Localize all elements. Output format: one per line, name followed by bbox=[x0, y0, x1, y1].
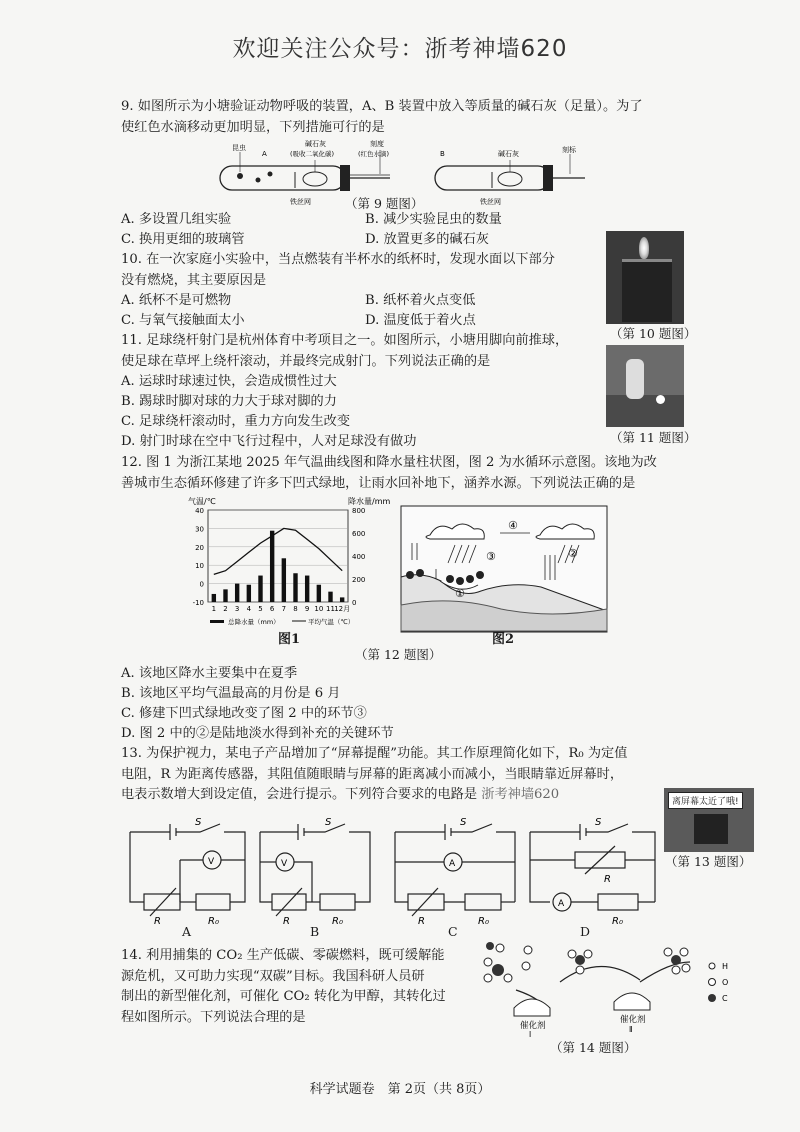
q12-caption: （第 12 题图） bbox=[355, 647, 442, 662]
q12-stem-line1: 12. 图 1 为浙江某地 2025 年气温曲线图和降水量柱状图，图 2 为水循环示意图。该地为改 bbox=[121, 455, 657, 470]
chart-legend-temp: 平均气温（℃） bbox=[308, 618, 355, 626]
water-cycle-mark-2: ② bbox=[568, 547, 578, 560]
chart-xtick-10: 10 bbox=[314, 605, 324, 613]
q10-option-c: C. 与氧气接触面太小 bbox=[121, 313, 245, 328]
catalyst-1-label: 催化剂 bbox=[520, 1021, 546, 1031]
circuit-c-r0-label: R₀ bbox=[478, 916, 489, 927]
q10-paper-cup-photo bbox=[606, 231, 684, 324]
circuit-option-c: C bbox=[448, 924, 458, 939]
q9-label-A: A bbox=[262, 150, 267, 158]
q10-stem-line1: 10. 在一次家庭小实验中，当点燃装有半杯水的纸杯时，发现水面以下部分 bbox=[121, 252, 555, 267]
catalyst-2-numeral: Ⅱ bbox=[629, 1025, 633, 1034]
q14-stem-line2: 源危机，又可助力实现“双碳”目标。我国科研人员研 bbox=[121, 969, 425, 984]
chart-bar-11 bbox=[328, 592, 332, 602]
q12-fig2-label: 图2 bbox=[492, 632, 515, 647]
q9-option-b: B. 减少实验昆虫的数量 bbox=[365, 212, 502, 227]
chart-bar-10 bbox=[317, 585, 321, 602]
chart-xtick-1: 1 bbox=[211, 605, 217, 613]
chart-right-tick-2: 400 bbox=[352, 553, 366, 561]
q10-option-b: B. 纸杯着火点变低 bbox=[365, 293, 476, 308]
q14-stem-line1: 14. 利用捕集的 CO₂ 生产低碳、零碳燃料，既可缓解能 bbox=[121, 948, 445, 963]
q13-bubble: 离屏幕太近了哦! bbox=[668, 792, 743, 809]
q10-option-d: D. 温度低于着火点 bbox=[365, 313, 476, 328]
q12-option-d: D. 图 2 中的②是陆地淡水得到补充的关键环节 bbox=[121, 726, 394, 741]
chart-bar-8 bbox=[293, 573, 297, 602]
q11-option-b: B. 踢球时脚对球的力大于球对脚的力 bbox=[121, 394, 337, 409]
q12-option-a: A. 该地区降水主要集中在夏季 bbox=[121, 666, 298, 681]
q9-label-scale2: 刻标 bbox=[562, 146, 576, 154]
chart-legend-precip: 总降水量（mm） bbox=[228, 618, 280, 626]
q10-stem-line2: 没有燃烧，其主要原因是 bbox=[121, 273, 267, 288]
q9-option-a: A. 多设置几组实验 bbox=[121, 212, 232, 227]
q12-fig1-label: 图1 bbox=[278, 632, 301, 647]
q12-stem-line2: 善城市生态循环修建了许多下凹式绿地，让雨水回补地下，涵养水源。下列说法正确的是 bbox=[121, 476, 636, 491]
q13-watermark: 浙考神墙620 bbox=[481, 787, 560, 802]
chart-bar-5 bbox=[258, 576, 262, 602]
chart-left-tick-4: 0 bbox=[199, 580, 204, 589]
chart-left-tick-5: -10 bbox=[192, 599, 204, 607]
catalyst-2-label: 催化剂 bbox=[620, 1015, 646, 1025]
q13-stem-line1: 13. 为保护视力，某电子产品增加了“屏幕提醒”功能。其工作原理简化如下，R₀ 为定值 bbox=[121, 746, 628, 761]
chart-right-tick-3: 200 bbox=[352, 576, 366, 584]
chart-bar-9 bbox=[305, 576, 309, 602]
chart-ylabel-left: 气温/℃ bbox=[188, 497, 216, 506]
page-header-watermark: 欢迎关注公众号：浙考神墙620 bbox=[232, 36, 568, 62]
q11-stem-line2: 使足球在草坪上绕杆滚动，并最终完成射门。下列说法正确的是 bbox=[121, 354, 491, 369]
circuit-c-ammeter-label: A bbox=[449, 859, 456, 869]
circuit-a-r0-label: R₀ bbox=[208, 916, 219, 927]
catalyst-1-numeral: Ⅰ bbox=[529, 1030, 532, 1038]
chart-right-tick-1: 600 bbox=[352, 530, 366, 538]
circuit-b-voltmeter-label: V bbox=[281, 859, 288, 869]
circuit-option-d: D bbox=[580, 924, 591, 939]
chart-xtick-12: 12月 bbox=[334, 605, 351, 613]
q11-option-a: A. 运球时球速过快，会造成惯性过大 bbox=[121, 374, 337, 389]
circuit-d-r0-label: R₀ bbox=[612, 916, 623, 927]
q9-stem-line1: 9. 如图所示为小塘验证动物呼吸的装置，A、B 装置中放入等质量的碱石灰（足量）。为了 bbox=[121, 99, 643, 114]
circuit-a-r-label: R bbox=[154, 916, 161, 927]
chart-xtick-2: 2 bbox=[223, 605, 228, 613]
circuit-option-b: B bbox=[310, 924, 320, 939]
q9-stem-line2: 使红色水滴移动更加明显，下列措施可行的是 bbox=[121, 120, 385, 135]
chart-left-tick-1: 30 bbox=[195, 525, 204, 534]
q14-reaction-diagram bbox=[480, 938, 740, 1038]
q13-screen-photo bbox=[664, 788, 754, 852]
q9-label-B: B bbox=[440, 150, 445, 158]
circuit-d-ammeter-label: A bbox=[558, 899, 565, 909]
legend-o: O bbox=[722, 978, 729, 987]
circuit-c-switch-label: S bbox=[460, 817, 467, 828]
chart-right-tick-4: 0 bbox=[352, 599, 357, 607]
q9-label-water: (红色水滴) bbox=[358, 150, 390, 158]
q12-option-c: C. 修建下凹式绿地改变了图 2 中的环节③ bbox=[121, 706, 367, 721]
chart-left-tick-3: 10 bbox=[195, 562, 204, 571]
q11-stem-line1: 11. 足球绕杆射门是杭州体育中考项目之一。如图所示，小塘用脚向前推球， bbox=[121, 333, 569, 348]
circuit-option-a: A bbox=[182, 924, 192, 939]
q12-water-cycle-diagram bbox=[400, 505, 608, 633]
q9-label-insect: 昆虫 bbox=[232, 144, 246, 152]
q13-stem-line3: 电表示数增大到设定值，会进行提示。下列符合要求的电路是 浙考神墙620 bbox=[121, 787, 560, 802]
water-cycle-mark-1: ① bbox=[455, 587, 465, 600]
q13-circuits bbox=[120, 812, 665, 937]
q9-option-d: D. 放置更多的碱石灰 bbox=[365, 232, 489, 247]
circuit-b-r0-label: R₀ bbox=[332, 916, 343, 927]
q9-label-soda-note: (吸收二氧化碳) bbox=[290, 150, 335, 158]
chart-bar-6 bbox=[270, 531, 274, 602]
chart-xtick-6: 6 bbox=[269, 605, 275, 613]
q14-stem-line4: 程如图所示。下列说法合理的是 bbox=[121, 1010, 306, 1025]
chart-xtick-8: 8 bbox=[293, 605, 298, 613]
q10-option-a: A. 纸杯不是可燃物 bbox=[121, 293, 232, 308]
circuit-c-r-label: R bbox=[418, 916, 425, 927]
q11-option-c: C. 足球绕杆滚动时，重力方向发生改变 bbox=[121, 414, 351, 429]
q9-label-scale: 刻度 bbox=[370, 140, 384, 148]
legend-h: H bbox=[722, 962, 729, 971]
chart-bar-2 bbox=[223, 589, 227, 602]
q12-option-b: B. 该地区平均气温最高的月份是 6 月 bbox=[121, 686, 341, 701]
circuit-b-switch-label: S bbox=[325, 817, 332, 828]
chart-ylabel-right: 降水量/mm bbox=[348, 497, 391, 506]
page-footer: 科学试题卷 第 2页（共 8页） bbox=[309, 1082, 491, 1097]
circuit-d-r-label: R bbox=[604, 874, 611, 885]
chart-xtick-7: 7 bbox=[281, 605, 287, 613]
circuit-a-switch-label: S bbox=[195, 817, 202, 828]
q13-caption: （第 13 题图） bbox=[665, 854, 752, 869]
q11-option-d: D. 射门时球在空中飞行过程中，人对足球没有做功 bbox=[121, 434, 417, 449]
chart-bar-7 bbox=[282, 558, 286, 602]
water-cycle-mark-3: ③ bbox=[486, 550, 496, 563]
q14-caption: （第 14 题图） bbox=[550, 1040, 637, 1055]
q11-football-photo bbox=[606, 345, 684, 427]
legend-c: C bbox=[722, 994, 728, 1003]
q9-option-c: C. 换用更细的玻璃管 bbox=[121, 232, 245, 247]
chart-temperature-line bbox=[214, 528, 342, 574]
q13-stem-line2: 电阻，R 为距离传感器，其阻值随眼睛与屏幕的距离减小而减小，当眼睛靠近屏幕时， bbox=[121, 767, 624, 782]
q9-label-soda: 碱石灰 bbox=[305, 140, 326, 148]
chart-xtick-4: 4 bbox=[246, 605, 252, 613]
chart-left-tick-2: 20 bbox=[195, 543, 204, 552]
chart-bar-3 bbox=[235, 584, 239, 602]
q14-stem-line3: 制出的新型催化剂，可催化 CO₂ 转化为甲醇，其转化过 bbox=[121, 989, 446, 1004]
q12-climate-chart bbox=[180, 492, 395, 632]
q9-label-mesh: 铁丝网 bbox=[290, 198, 311, 206]
chart-bar-4 bbox=[247, 585, 251, 602]
q9-label-mesh2: 铁丝网 bbox=[480, 198, 501, 206]
q11-caption: （第 11 题图） bbox=[610, 430, 697, 445]
chart-xtick-3: 3 bbox=[234, 605, 240, 613]
circuit-a-voltmeter-label: V bbox=[208, 857, 215, 867]
chart-right-tick-0: 800 bbox=[352, 507, 366, 515]
chart-xtick-11: 11 bbox=[326, 605, 335, 613]
circuit-d-switch-label: S bbox=[595, 817, 602, 828]
chart-xtick-9: 9 bbox=[304, 605, 310, 613]
q9-caption: （第 9 题图） bbox=[345, 196, 424, 211]
q9-label-soda2: 碱石灰 bbox=[498, 150, 519, 158]
chart-left-tick-0: 40 bbox=[195, 507, 204, 515]
chart-bar-12 bbox=[340, 597, 344, 602]
chart-xtick-5: 5 bbox=[258, 605, 263, 613]
circuit-b-r-label: R bbox=[283, 916, 290, 927]
q10-caption: （第 10 题图） bbox=[610, 326, 697, 341]
water-cycle-mark-4: ④ bbox=[508, 519, 518, 532]
chart-bar-1 bbox=[212, 594, 216, 602]
